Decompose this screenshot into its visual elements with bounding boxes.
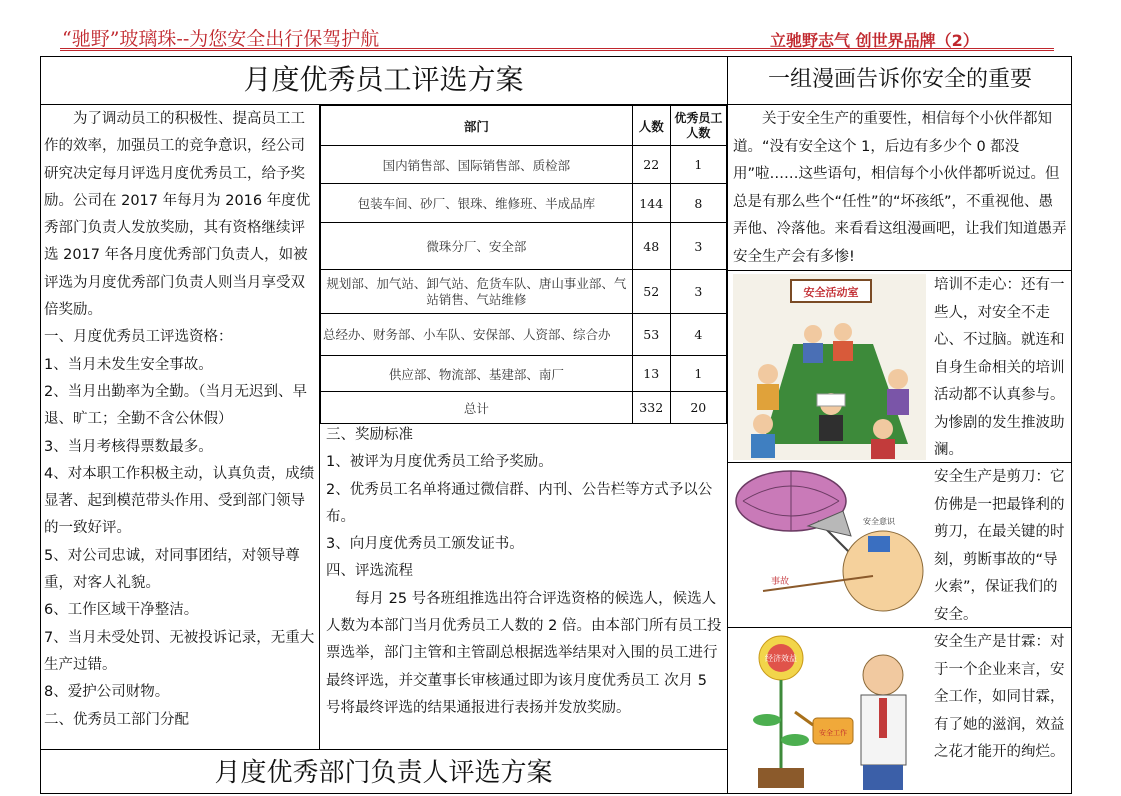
department-allocation-table — [320, 105, 727, 424]
cell-excellent: 3 — [670, 270, 726, 314]
header-slogan-left: “驰野”玻璃珠--为您安全出行保驾护航 — [62, 28, 380, 50]
header-rule-2 — [60, 50, 1054, 51]
criteria-item: 3、当月考核得票数最多。 — [44, 438, 213, 455]
table-row — [321, 314, 727, 356]
reward-item: 3、向月度优秀员工颁发证书。 — [326, 536, 524, 553]
table-row — [321, 270, 727, 314]
cell-dept: 总经办、财务部、小车队、安保部、人资部、综合办 — [321, 314, 633, 356]
cell-excellent: 8 — [670, 184, 726, 223]
cell-count: 144 — [632, 184, 670, 223]
cell-count: 13 — [632, 356, 670, 392]
section-heading-qualification: 一、月度优秀员工评选资格： — [44, 329, 233, 346]
bottom-title: 月度优秀部门负责人评选方案 — [214, 758, 553, 788]
criteria-item: 2、当月出勤率为全勤。（当月无迟到、早退、旷工；全勤不含公休假） — [44, 383, 307, 428]
process-paragraph: 每月 25 号各班组推选出符合评选资格的候选人，候选人人数为本部门当月优秀员工人数的 2 倍。由本部门所有员工投票选举，部门主管和主管副总根据选举结果对入围的员工进行最终评选，并交董事长审核通过即为该月度优秀员工 次月 5 号将最终评选的结果通报进行表扬并发放奖励。 — [326, 590, 722, 716]
section-heading-reward: 三、奖励标准 — [326, 427, 413, 443]
section-heading-process: 四、评选流程 — [326, 563, 413, 580]
reward-item: 2、优秀员工名单将通过微信群、内刊、公告栏等方式予以公布。 — [326, 481, 713, 525]
cartoon-can-text: 安全工作 — [819, 729, 847, 737]
cartoon-label2-text: 事故 — [771, 577, 790, 587]
cell-dept: 供应部、物流部、基建部、南厂 — [321, 356, 633, 392]
cell-count: 48 — [632, 223, 670, 270]
cell-dept: 国内销售部、国际销售部、质检部 — [321, 146, 633, 184]
cartoon-label-text: 安全意识 — [863, 517, 895, 526]
cell-total-label: 总计 — [321, 392, 633, 424]
caption-text: 安全生产是甘霖：对于一个企业来言，安全工作，如同甘霖，有了她的滋润，效益之花才能开的绚烂。 — [934, 634, 1065, 760]
meeting-illustration — [733, 274, 926, 460]
caption-text: 培训不走心：还有一些人，对安全不走心、不过脑。就连和自身生命相关的培训活动都不认真参与。为惨剧的发生推波助澜。 — [934, 277, 1065, 458]
table-row — [321, 356, 727, 392]
cartoon-sign-text: 安全活动室 — [803, 286, 859, 299]
table-row — [321, 223, 727, 270]
right-section-rule — [728, 270, 1072, 271]
cell-dept: 微珠分厂、安全部 — [321, 223, 633, 270]
table-row — [321, 184, 727, 223]
criteria-item: 4、对本职工作积极主动，认真负责，成绩显著、起到模范带头作用、受到部门领导的一致好评。 — [44, 465, 315, 537]
scissors-illustration — [733, 466, 926, 624]
cell-total-count: 332 — [632, 392, 670, 424]
cell-total-excellent: 20 — [670, 392, 726, 424]
caption-text: 安全生产是剪刀：它仿佛是一把最锋利的剪刀，在最关键的时刻，剪断事故的“导火索”，保证我们的安全。 — [934, 469, 1065, 623]
criteria-item: 8、爱护公司财物。 — [44, 684, 170, 701]
right-title: 一组漫画告诉你安全的重要 — [767, 67, 1032, 92]
cartoon-watering — [733, 630, 926, 792]
intro-paragraph: 关于安全生产的重要性，相信每个小伙伴都知道。“没有安全这个 1，后边有多少个 0 都没用”啦……这些语句，相信每个小伙伴都听说过。但总是有那么些个“任性”的“坏孩纸”，不重视他、愚弄他、冷落他。来看看这组漫画吧，让我们知道愚弄安全生产会有多惨! — [733, 111, 1067, 265]
header-excellent: 优秀员工人数 — [670, 106, 726, 146]
header-dept: 部门 — [321, 106, 633, 146]
cartoon-caption-scissors — [934, 464, 1068, 629]
left-column-text — [44, 106, 316, 734]
cartoon-training-meeting — [733, 274, 926, 460]
cell-count: 53 — [632, 314, 670, 356]
section-heading-allocation: 二、优秀员工部门分配 — [44, 711, 189, 728]
criteria-item: 5、对公司忠诚，对同事团结，对领导尊重，对客人礼貌。 — [44, 547, 300, 592]
bottom-rule — [40, 749, 728, 750]
header-slogan-right: 立驰野志气 创世界品牌（2） — [770, 31, 979, 50]
criteria-item: 1、当月未发生安全事故。 — [44, 356, 213, 373]
cartoon-caption-watering — [934, 629, 1068, 767]
column-divider — [727, 56, 728, 794]
cell-excellent: 1 — [670, 356, 726, 392]
intro-paragraph: 为了调动员工的积极性、提高员工工作的效率，加强员工的竞争意识，经公司研究决定每月评选月度优秀员工，给予奖励。公司在 2017 年每月为 2016 年度优秀部门负责人发放奖励，其有资格继续评选 2017 年各月度优秀部门负责人，如被评选为月度优秀部门负责人则当月享受双倍奖励。 — [44, 111, 311, 319]
cartoon-caption-training — [934, 272, 1068, 465]
cell-excellent: 4 — [670, 314, 726, 356]
middle-column-text — [326, 422, 722, 722]
cartoon-flower-text: 经济效益 — [765, 654, 797, 663]
table-total-row — [321, 392, 727, 424]
cartoon-scissors — [733, 466, 926, 624]
main-title: 月度优秀员工评选方案 — [243, 63, 524, 96]
cell-count: 22 — [632, 146, 670, 184]
criteria-item: 7、当月未受处罚、无被投诉记录，无重大生产过错。 — [44, 629, 315, 673]
cell-excellent: 1 — [670, 146, 726, 184]
table-header-row — [321, 106, 727, 146]
right-intro-text — [733, 106, 1067, 271]
header-count: 人数 — [632, 106, 670, 146]
cell-count: 52 — [632, 270, 670, 314]
criteria-item: 6、工作区域干净整洁。 — [44, 602, 199, 619]
cell-dept: 规划部、加气站、卸气站、危货车队、唐山事业部、气站销售、气站维修 — [321, 270, 633, 314]
cell-dept: 包装车间、砂厂、银珠、维修班、半成品库 — [321, 184, 633, 223]
cell-excellent: 3 — [670, 223, 726, 270]
table-row — [321, 146, 727, 184]
header-rule — [60, 48, 1054, 49]
reward-item: 1、被评为月度优秀员工给予奖励。 — [326, 454, 553, 471]
watering-illustration — [733, 630, 926, 792]
